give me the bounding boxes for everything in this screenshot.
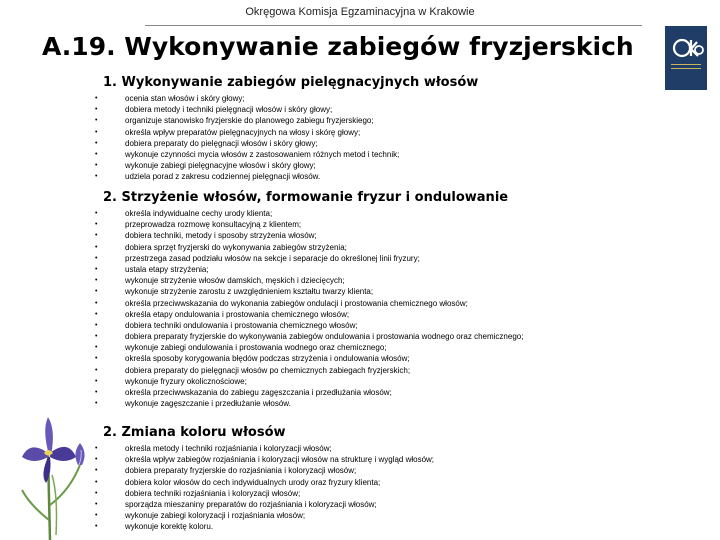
iris-flower-icon: [0, 395, 100, 540]
list-item: • dobiera preparaty fryzjerskie do wykonywania zabiegów ondulowania i prostowania wodnego oraz chemicznego;: [125, 331, 523, 342]
list-item: • określa przeciwwskazania do wykonania zabiegów ondulacji i prostowania chemicznego włosów;: [125, 298, 523, 309]
list-item: • dobiera kolor włosów do cech indywidualnych urody oraz fryzury klienta;: [125, 477, 434, 488]
page-title: A.19. Wykonywanie zabiegów fryzjerskich: [42, 32, 634, 61]
logo-divider: [671, 64, 701, 65]
list-item: • wykonuje zabiegi koloryzacji i rozjaśniania włosów;: [125, 510, 434, 521]
section-3-heading: 2. Zmiana koloru włosów: [103, 425, 286, 440]
list-item: • przestrzega zasad podziału włosów na sekcje i separacje do określonej linii fryzury;: [125, 253, 523, 264]
list-item: • wykonuje strzyżenie włosów damskich, męskich i dziecięcych;: [125, 275, 523, 286]
header-divider: [145, 25, 642, 26]
logo-emblem-icon: [665, 32, 707, 66]
list-item: • określa wpływ zabiegów rozjaśniania i koloryzacji włosów na strukturę i wygląd włosów;: [125, 454, 434, 465]
oke-logo: [665, 26, 707, 90]
section-1-heading: 1. Wykonywanie zabiegów pielęgnacyjnych włosów: [103, 75, 479, 90]
section-2-heading: 2. Strzyżenie włosów, formowanie fryzur i ondulowanie: [103, 190, 509, 205]
list-item: • wykonuje czynności mycia włosów z zastosowaniem różnych metod i technik;: [125, 149, 399, 160]
list-item: • określa sposoby korygowania błędów podczas strzyżenia i ondulowania włosów;: [125, 353, 523, 364]
list-item: • określa metody i techniki rozjaśniania i koloryzacji włosów;: [125, 443, 434, 454]
list-item: • organizuje stanowisko fryzjerskie do planowego zabiegu fryzjerskiego;: [125, 115, 399, 126]
list-item: • sporządza mieszaniny preparatów do rozjaśniania i koloryzacji włosów;: [125, 499, 434, 510]
list-item: • dobiera preparaty do pielęgnacji włosów i skóry głowy;: [125, 138, 399, 149]
list-item: • ustala etapy strzyżenia;: [125, 264, 523, 275]
list-item: • udziela porad z zakresu codziennej pielęgnacji włosów.: [125, 171, 399, 182]
list-item: • określa etapy ondulowania i prostowania chemicznego włosów;: [125, 309, 523, 320]
list-item: • wykonuje zagęszczanie i przedłużanie włosów.: [125, 398, 523, 409]
list-item: • ocenia stan włosów i skóry głowy;: [125, 93, 399, 104]
list-item: • dobiera sprzęt fryzjerski do wykonywania zabiegów strzyżenia;: [125, 242, 523, 253]
list-item: • dobiera techniki ondulowania i prostowania chemicznego włosów;: [125, 320, 523, 331]
list-item: • dobiera metody i techniki pielęgnacji włosów i skóry głowy;: [125, 104, 399, 115]
header-organization: Okręgowa Komisja Egzaminacyjna w Krakowie: [245, 6, 475, 18]
list-item: • wykonuje korektę koloru.: [125, 521, 434, 532]
section-1-list: [125, 93, 399, 183]
list-item: • wykonuje fryzury okolicznościowe;: [125, 376, 523, 387]
list-item: • dobiera preparaty do pielęgnacji włosów po chemicznych zabiegach fryzjerskich;: [125, 365, 523, 376]
list-item: • dobiera techniki rozjaśniania i koloryzacji włosów;: [125, 488, 434, 499]
list-item: • określa indywidualne cechy urody klienta;: [125, 208, 523, 219]
section-3-list: [125, 443, 434, 533]
list-item: • wykonuje strzyżenie zarostu z uwzględnieniem kształtu twarzy klienta;: [125, 286, 523, 297]
list-item: • wykonuje zabiegi ondulowania i prostowania wodnego oraz chemicznego;: [125, 342, 523, 353]
section-2-list: [125, 208, 523, 409]
list-item: • określa wpływ preparatów pielęgnacyjnych na włosy i skórę głowy;: [125, 127, 399, 138]
list-item: • dobiera preparaty fryzjerskie do rozjaśniania i koloryzacji włosów;: [125, 465, 434, 476]
list-item: • wykonuje zabiegi pielęgnacyjne włosów i skóry głowy;: [125, 160, 399, 171]
list-item: • przeprowadza rozmowę konsultacyjną z klientem;: [125, 219, 523, 230]
list-item: • określa przeciwwskazania do zabiegu zagęszczania i przedłużania włosów;: [125, 387, 523, 398]
logo-divider: [671, 68, 701, 69]
list-item: • dobiera techniki, metody i sposoby strzyżenia włosów;: [125, 230, 523, 241]
